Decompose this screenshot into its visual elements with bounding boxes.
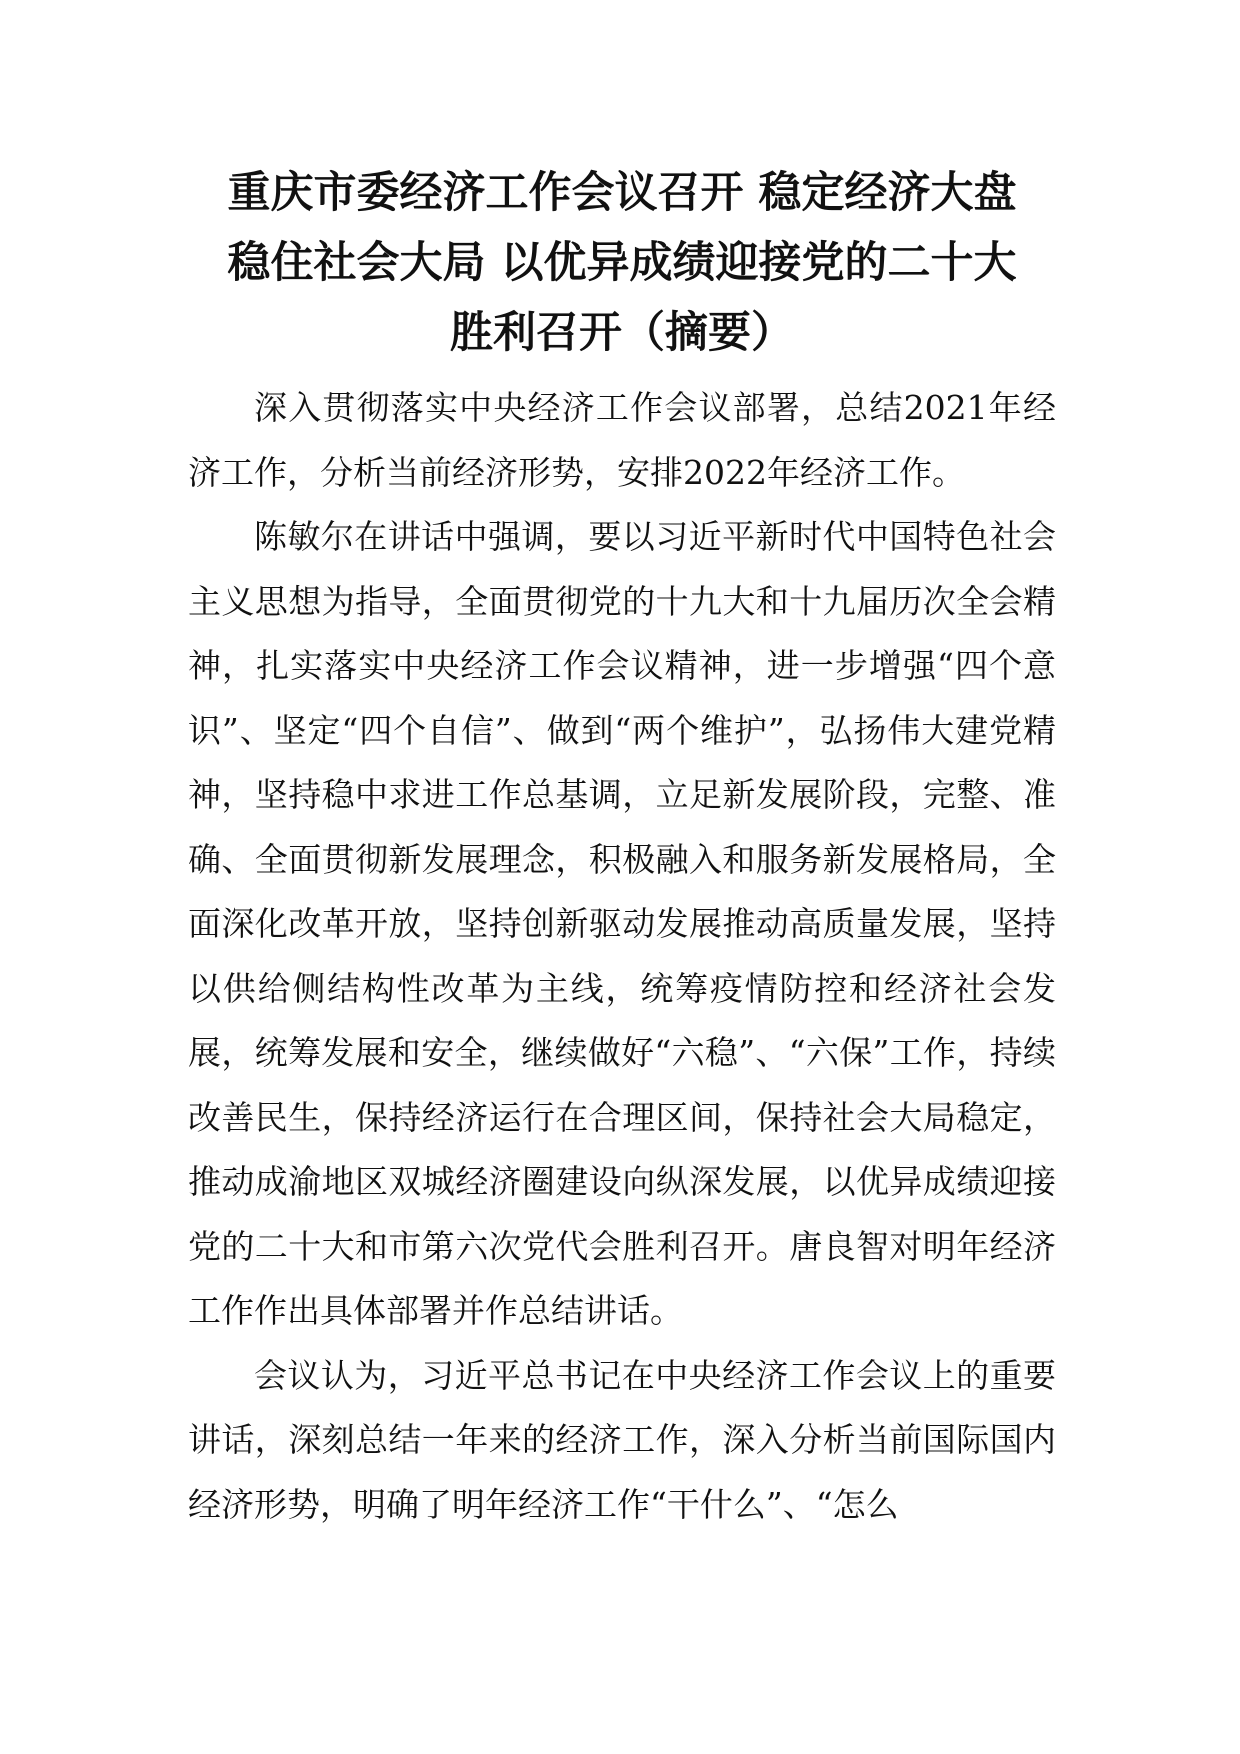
paragraph-2: 陈敏尔在讲话中强调，要以习近平新时代中国特色社会主义思想为指导，全面贯彻党的十九大和十九届历次全会精神，扎实落实中央经济工作会议精神，进一步增强“四个意识”、坚定“四个自信”、做到“两个维护”，弘扬伟大建党精神，坚持稳中求进工作总基调，立足新发展阶段，完整、准确、全面贯彻新发展理念，积极融入和服务新发展格局，全面深化改革开放，坚持创新驱动发展推动高质量发展，坚持以供给侧结构性改革为主线，统筹疫情防控和经济社会发展，统筹发展和安全，继续做好“六稳”、“六保”工作，持续改善民生，保持经济运行在合理区间，保持社会大局稳定，推动成渝地区双城经济圈建设向纵深发展，以优异成绩迎接党的二十大和市第六次党代会胜利召开。唐良智对明年经济工作作出具体部署并作总结讲话。 bbox=[188, 517, 1056, 1330]
document-page bbox=[188, 158, 1056, 1537]
document-title bbox=[188, 158, 1056, 368]
title-line-3: 胜利召开（摘要） bbox=[450, 308, 794, 358]
paragraph-3: 会议认为，习近平总书记在中央经济工作会议上的重要讲话，深刻总结一年来的经济工作，深入分析当前国际国内经济形势，明确了明年经济工作“干什么”、“怎么 bbox=[188, 1355, 1056, 1524]
document-body bbox=[188, 376, 1056, 1537]
title-line-2: 稳住社会大局 以优异成绩迎接党的二十大 bbox=[227, 238, 1017, 288]
title-line-1: 重庆市委经济工作会议召开 稳定经济大盘 bbox=[227, 168, 1017, 218]
paragraph-1: 深入贯彻落实中央经济工作会议部署，总结2021年经济工作，分析当前经济形势，安排2022年经济工作。 bbox=[188, 388, 1056, 492]
